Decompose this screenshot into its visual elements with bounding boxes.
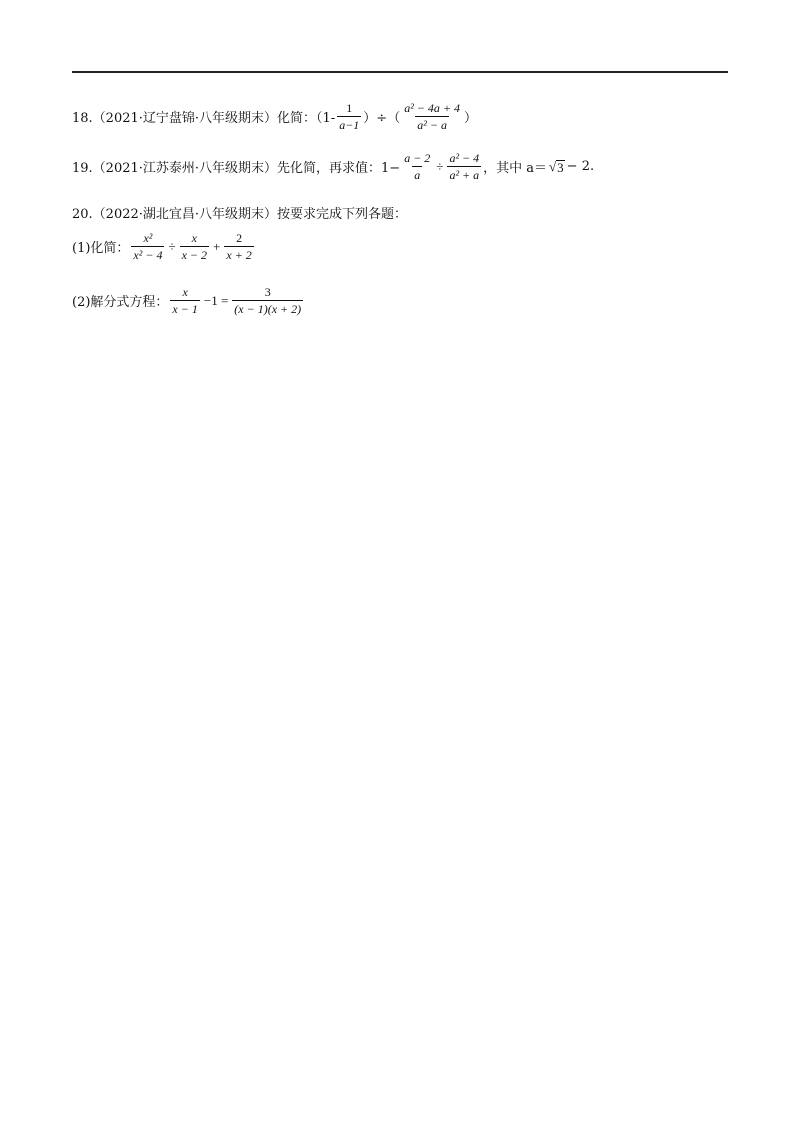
q20-p2-fraction-2: [232, 284, 303, 317]
q18-mid: ）÷（: [363, 111, 401, 126]
q20-p1-fraction-3: [224, 230, 253, 263]
q19-end: .: [589, 159, 595, 174]
q20-p1-f3-denominator: x + 2: [226, 248, 252, 262]
q18-fraction-2: [402, 100, 462, 133]
q20-p2-f2-numerator: 3: [264, 285, 271, 299]
q19-prefix: 19.（2021·江苏泰州·八年级期末）先化简，再求值：1−: [72, 161, 401, 176]
q19-sqrt-after: − 2: [566, 159, 590, 174]
q20-p1-f2-numerator: x: [191, 231, 197, 245]
q20-p1-fraction-2: [180, 230, 209, 263]
question-20-part-1: [72, 230, 256, 263]
q18-f2-numerator: a² − 4a + 4: [404, 101, 460, 115]
q19-divide-operator: ÷: [436, 158, 444, 174]
q20-p2-mid: −1 =: [203, 292, 229, 308]
question-19: [72, 150, 594, 183]
q20-p2-label: (2)解分式方程：: [72, 295, 169, 310]
q20-p1-divide-operator: ÷: [168, 238, 176, 254]
q18-fraction-1: [337, 100, 361, 133]
q19-f1-numerator: a − 2: [404, 151, 431, 165]
q20-p1-f3-numerator: 2: [236, 231, 243, 245]
q20-p1-plus-operator: +: [213, 238, 221, 254]
q20-p1-label: (1)化简：: [72, 241, 130, 256]
sqrt-sign-icon: √: [549, 158, 557, 174]
header-rule: [72, 71, 728, 73]
q19-mid: ，其中 a＝: [483, 161, 548, 176]
q19-sqrt-radicand: 3: [557, 159, 564, 175]
q19-sqrt: [549, 159, 565, 175]
q20-p2-f1-denominator: x − 1: [172, 302, 198, 316]
question-20-header: [72, 203, 407, 222]
q18-f1-denominator: a−1: [339, 118, 360, 132]
q20-p1-f2-denominator: x − 2: [181, 248, 208, 262]
q19-f1-denominator: a: [414, 168, 421, 182]
q18-prefix: 18.（2021·辽宁盘锦·八年级期末）化简：（1-: [72, 111, 336, 126]
q20-p2-f1-numerator: x: [182, 285, 188, 299]
q20-p2-f2-denominator: (x − 1)(x + 2): [234, 302, 302, 316]
q20-p2-fraction-1: [170, 284, 199, 317]
q18-suffix: ）: [464, 111, 478, 126]
q18-f2-denominator: a² − a: [417, 118, 447, 132]
question-20-part-2: [72, 284, 305, 317]
q18-f1-numerator: 1: [346, 101, 353, 115]
q20-p1-f1-denominator: x² − 4: [133, 248, 163, 262]
q20-p1-f1-numerator: x²: [143, 231, 153, 245]
q19-f2-denominator: a² + a: [449, 168, 480, 182]
q19-fraction-2: [447, 150, 481, 183]
q20-p1-fraction-1: [131, 230, 164, 263]
q19-f2-numerator: a² − 4: [449, 151, 480, 165]
q20-header-text: 20.（2022·湖北宜昌·八年级期末）按要求完成下列各题：: [72, 207, 408, 222]
question-18: [72, 100, 477, 133]
q19-fraction-1: [402, 150, 432, 183]
